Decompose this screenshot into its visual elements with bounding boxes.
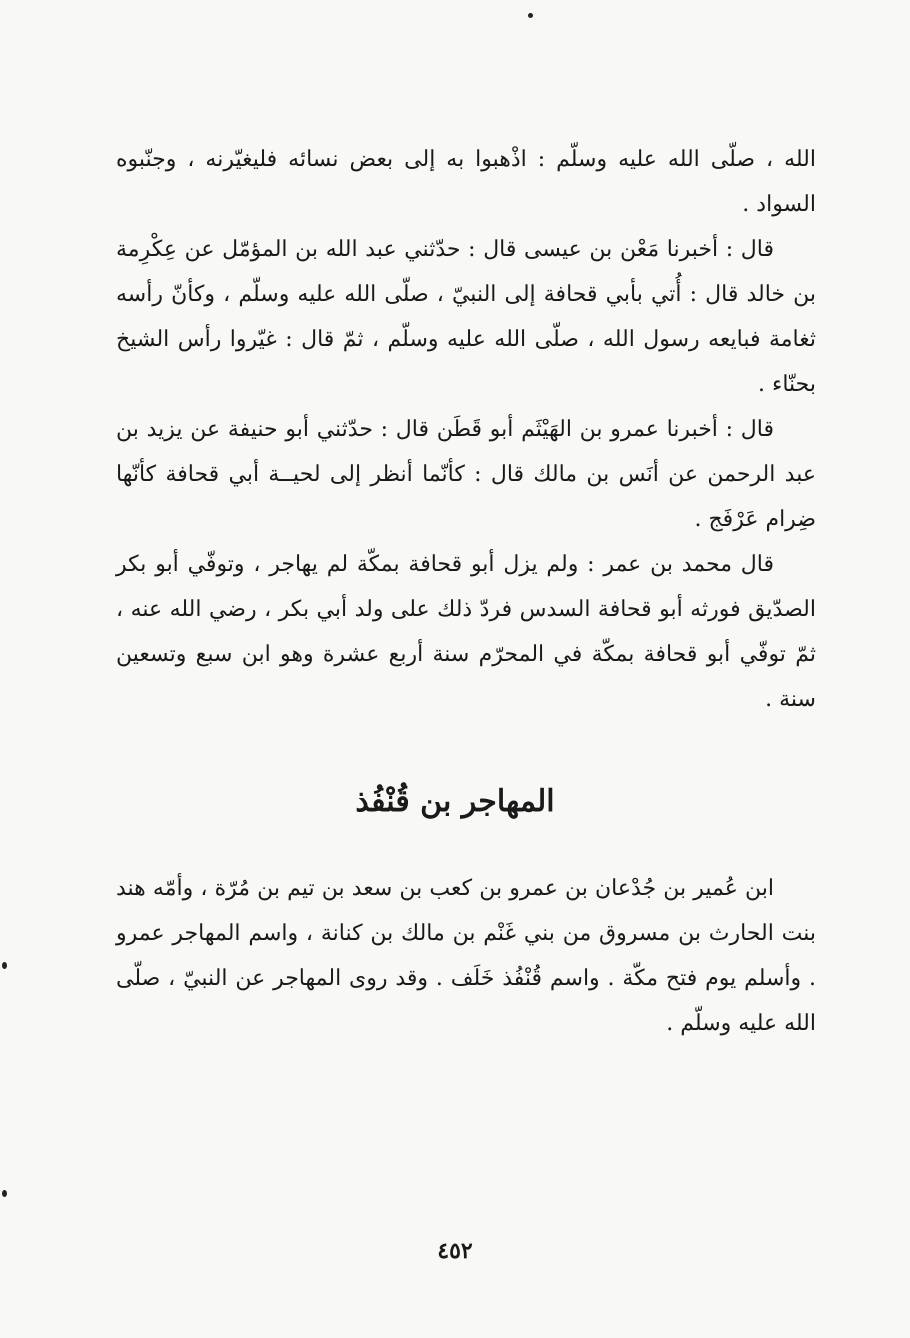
paragraph-amr-ibn-haytham: قال : أخبرنا عمرو بن الهَيْثَم أبو قَطَن قال : حدّثني أبو حنيفة عن يزيد بن عبد الرحمن عن أنَس بن مالك قال : كأنّما أنظر إلى لحيــة أبي قحافة كأنّها ضِرام عَرْفَج . <box>116 417 816 532</box>
ink-dot <box>528 13 533 18</box>
paragraph-continuation: الله ، صلّى الله عليه وسلّم : اذْهبوا به إلى بعض نسائه فليغيّرنه ، وجنّبوه السواد . <box>116 147 816 217</box>
binding-hole-mark <box>2 1190 7 1197</box>
page-number: ٤٥٢ <box>437 1238 473 1264</box>
binding-hole-mark <box>2 962 7 969</box>
paragraph-maan-ibn-isa: قال : أخبرنا مَعْن بن عيسى قال : حدّثني عبد الله بن المؤمّل عن عِكْرِمة بن خالد قال : أُتي بأبي قحافة إلى النبيّ ، صلّى الله عليه وسلّم ، وكأنّ رأسه ثغامة فبايعه رسول الله ، صلّى الله عليه وسلّم ، ثمّ قال : غيّروا رأس الشيخ بحنّاء . <box>116 237 816 397</box>
bottom-text-section <box>116 866 816 1046</box>
top-text-section <box>116 137 816 722</box>
paragraph-muhammad-ibn-umar: قال محمد بن عمر : ولم يزل أبو قحافة بمكّة لم يهاجر ، وتوفّي أبو بكر الصدّيق فورثه أبو قحافة السدس فردّ ذلك على ولد أبي بكر ، رضي الله عنه ، ثمّ توفّي أبو قحافة بمكّة في المحرّم سنة أربع عشرة وهو ابن سبع وتسعين سنة . <box>116 552 816 712</box>
section-heading: المهاجر بن قُنْفُذ <box>355 784 555 819</box>
paragraph-muhajir-lineage: ابن عُمير بن جُدْعان بن عمرو بن كعب بن سعد بن تيم بن مُرّة ، وأمّه هند بنت الحارث بن مسروق من بني غَنْم بن مالك بن كنانة ، واسم المهاجر عمرو . وأسلم يوم فتح مكّة . واسم قُنْفُذ خَلَف . وقد روى المهاجر عن النبيّ ، صلّى الله عليه وسلّم . <box>116 876 816 1036</box>
